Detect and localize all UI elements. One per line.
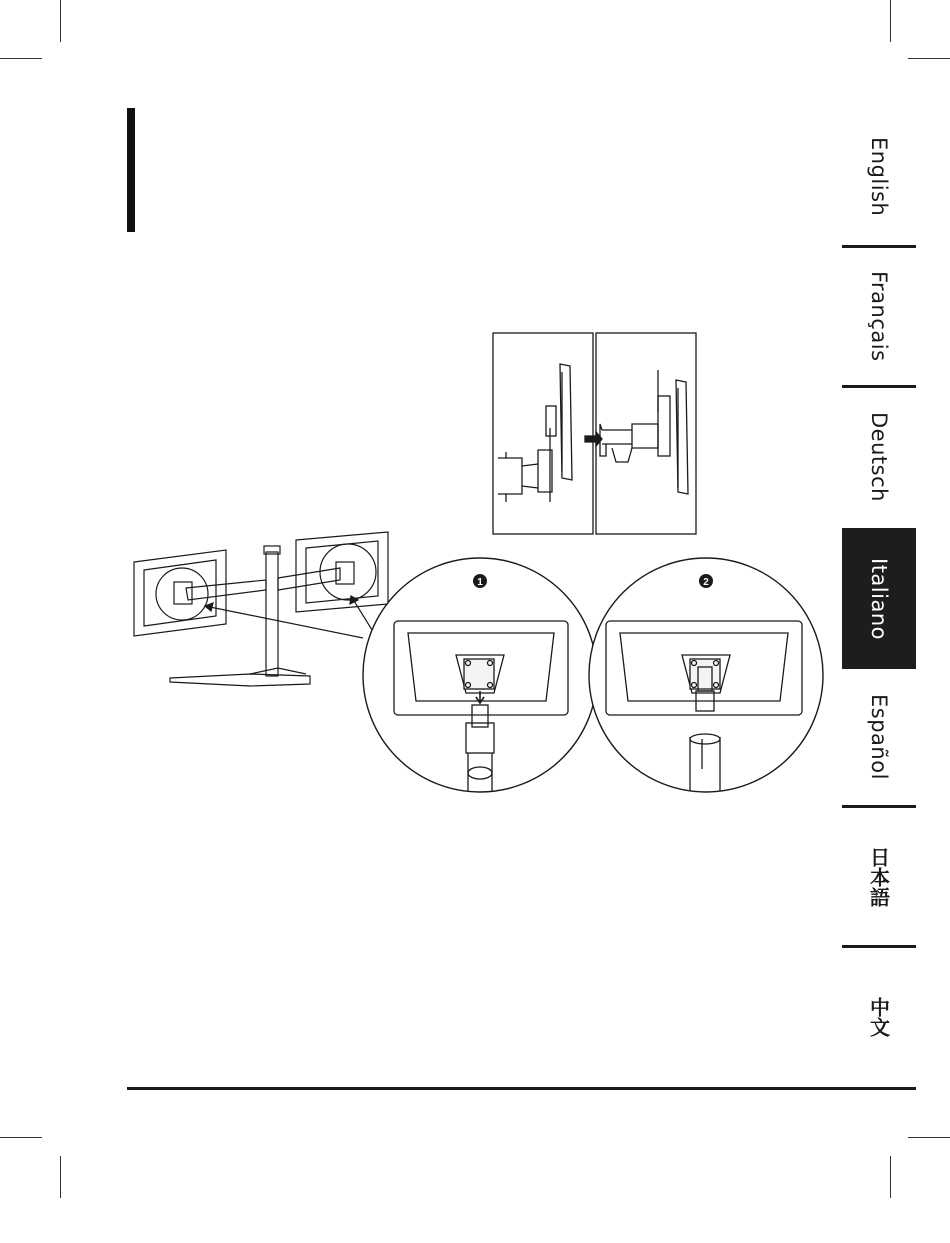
tab-italiano-label: Italiano <box>867 557 891 640</box>
side-view-panel-right <box>596 333 696 534</box>
tab-espanol-label: Español <box>867 694 891 780</box>
crop-mark <box>60 1156 61 1198</box>
footer-rule <box>127 1087 916 1090</box>
crop-mark <box>60 0 61 42</box>
tab-chinese-label: 中文 <box>866 997 891 1037</box>
tab-espanol[interactable] <box>842 669 916 805</box>
tab-japanese[interactable] <box>842 808 916 945</box>
crop-mark <box>890 1156 891 1198</box>
tab-francais[interactable] <box>842 248 916 385</box>
tab-japanese-label: 日本語 <box>866 846 891 907</box>
tab-chinese[interactable] <box>842 948 916 1086</box>
step-1-marker: 1 <box>477 577 483 588</box>
tab-deutsch-label: Deutsch <box>867 412 891 502</box>
language-tabs <box>842 108 916 1088</box>
callout-leader-lines <box>195 560 385 650</box>
tab-italiano[interactable] <box>842 528 916 669</box>
detail-step-2 <box>586 555 826 795</box>
tab-english-label: English <box>867 136 891 217</box>
side-view-panel-left <box>493 333 593 534</box>
crop-mark <box>890 0 891 42</box>
tab-francais-label: Français <box>867 271 891 362</box>
crop-mark <box>0 58 42 59</box>
detail-step-1 <box>360 555 600 795</box>
crop-mark <box>0 1137 42 1138</box>
crop-mark <box>908 1137 950 1138</box>
side-view-illustration <box>492 332 698 536</box>
tab-deutsch[interactable] <box>842 388 916 526</box>
section-title-bar <box>127 108 135 232</box>
step-2-marker: 2 <box>703 577 709 588</box>
tab-english[interactable] <box>842 108 916 245</box>
crop-mark <box>908 58 950 59</box>
